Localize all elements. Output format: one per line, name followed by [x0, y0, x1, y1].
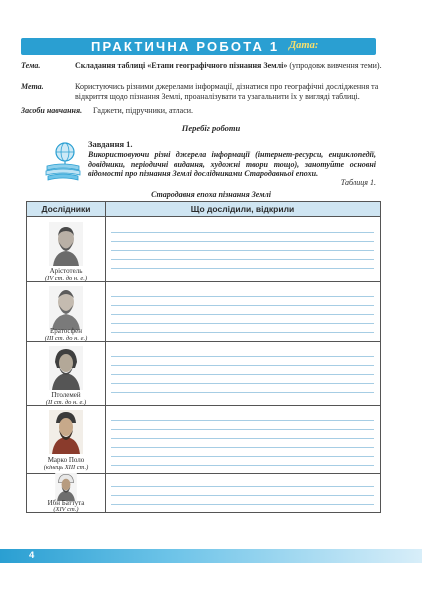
answer-lines[interactable]	[111, 412, 374, 469]
researchers-table	[26, 201, 381, 513]
title-banner	[21, 38, 376, 55]
portrait-ibn-battuta-icon	[53, 473, 79, 501]
topic-value: Складання таблиці «Етапи географічного пізнання Землі»	[75, 61, 288, 70]
answer-lines[interactable]	[111, 224, 374, 277]
page-title: ПРАКТИЧНА РОБОТА 1	[91, 39, 280, 54]
topic-label: Тема.	[21, 61, 41, 70]
goal-value: Користуючись різними джерелами інформації, дізнатися про географічні дослідження та відкриття щодо пізнання Землі, проаналізувати та узагальнити їх у вигляді таблиці.	[75, 82, 379, 101]
task-title: Завдання 1.	[88, 139, 133, 149]
table-row	[27, 218, 380, 282]
scholar-era: (II ст. до н. е.)	[45, 399, 87, 406]
portrait-marco-polo-icon	[49, 410, 83, 454]
topic-note: (упродовж вивчення теми).	[289, 61, 382, 70]
answer-lines[interactable]	[111, 348, 374, 401]
scholar-era: (XIV ст.)	[53, 506, 79, 513]
scholar-name: Птолемей	[51, 391, 81, 399]
column-header-discoveries: Що дослідили, відкрили	[190, 204, 295, 214]
scholar-era: (кінець XIII ст.)	[43, 464, 89, 471]
portrait-ptolemy-icon	[49, 346, 83, 390]
table-row	[27, 406, 380, 474]
goal-label: Мета.	[21, 82, 44, 91]
date-label: Дата:	[289, 40, 319, 51]
table-number: Таблиця 1.	[340, 178, 376, 187]
topic-value-block	[75, 61, 397, 71]
page-number: 4	[29, 550, 35, 561]
table-header	[27, 202, 380, 217]
tools-row	[21, 106, 397, 116]
portrait-aristotle-icon	[49, 222, 83, 266]
scholar-era: (III ст. до н. е.)	[44, 335, 88, 342]
books-globe-icon	[44, 140, 82, 182]
task-text: Використовуючи різні джерела інформації (інтернет-ресурси, енциклопедії, довідники, періодичні видання, художні твори тощо), занотуйте основні відомості про пізнання Землі дослідниками Стародавньої епохи.	[88, 150, 376, 179]
answer-lines[interactable]	[111, 478, 374, 509]
scholar-name: Марко Поло	[47, 456, 85, 464]
table-caption: Стародавня епоха пізнання Землі	[151, 190, 271, 199]
answer-lines[interactable]	[111, 288, 374, 337]
table-row	[27, 282, 380, 342]
goal-row	[21, 82, 397, 104]
scholar-name: Ератосфен	[50, 327, 82, 335]
scholar-name: Арістотель	[49, 267, 83, 275]
topic-row	[21, 61, 397, 81]
footer-bar	[0, 549, 422, 563]
column-header-researchers: Дослідники	[41, 204, 91, 214]
scholar-name: Ибн Баттута	[47, 499, 85, 507]
tools-value: Гаджети, підручники, атласи.	[93, 106, 194, 115]
table-row	[27, 342, 380, 406]
column-divider	[105, 202, 106, 512]
portrait-eratosthenes-icon	[49, 286, 83, 330]
tools-label: Засоби навчання.	[21, 106, 83, 115]
progress-heading: Перебіг роботи	[181, 123, 241, 133]
table-row	[27, 474, 380, 512]
scholar-era: (IV ст. до н. е.)	[44, 275, 88, 282]
